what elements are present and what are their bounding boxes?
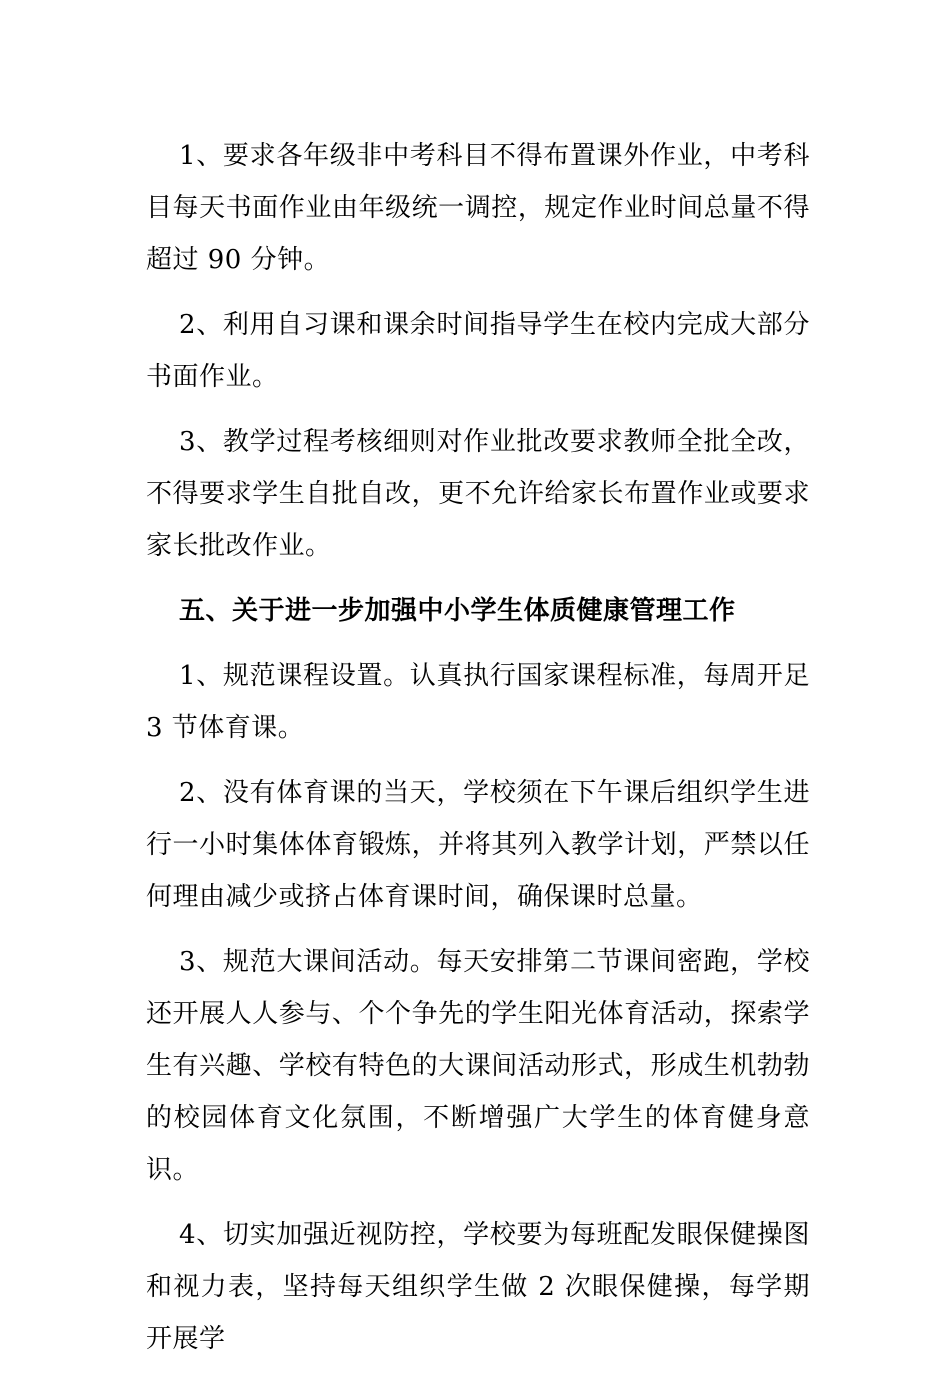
document-page xyxy=(146,130,810,1378)
paragraph-recess-activities: 3、规范大课间活动。每天安排第二节课间密跑，学校还开展人人参与、个个争先的学生阳光体育活动，探索学生有兴趣、学校有特色的大课间活动形式，形成生机勃勃的校园体育文化氛围，不断增强广大学生的体育健身意识。 xyxy=(146,947,810,1185)
paragraph-curriculum: 1、规范课程设置。认真执行国家课程标准，每周开足 3 节体育课。 xyxy=(146,661,810,743)
paragraph-homework-limit: 1、要求各年级非中考科目不得布置课外作业，中考科目每天书面作业由年级统一调控，规定作业时间总量不得超过 90 分钟。 xyxy=(146,141,810,275)
paragraph-homework-grading: 3、教学过程考核细则对作业批改要求教师全批全改，不得要求学生自批自改，更不允许给家长布置作业或要求家长批改作业。 xyxy=(146,427,810,561)
paragraph-in-school-homework: 2、利用自习课和课余时间指导学生在校内完成大部分书面作业。 xyxy=(146,310,810,392)
paragraph-daily-exercise: 2、没有体育课的当天，学校须在下午课后组织学生进行一小时集体体育锻炼，并将其列入教学计划，严禁以任何理由减少或挤占体育课时间，确保课时总量。 xyxy=(146,778,810,912)
section-heading: 五、关于进一步加强中小学生体质健康管理工作 xyxy=(179,596,736,626)
paragraph-myopia-prevention: 4、切实加强近视防控，学校要为每班配发眼保健操图和视力表，坚持每天组织学生做 2 次眼保健操，每学期开展学 xyxy=(146,1220,810,1354)
